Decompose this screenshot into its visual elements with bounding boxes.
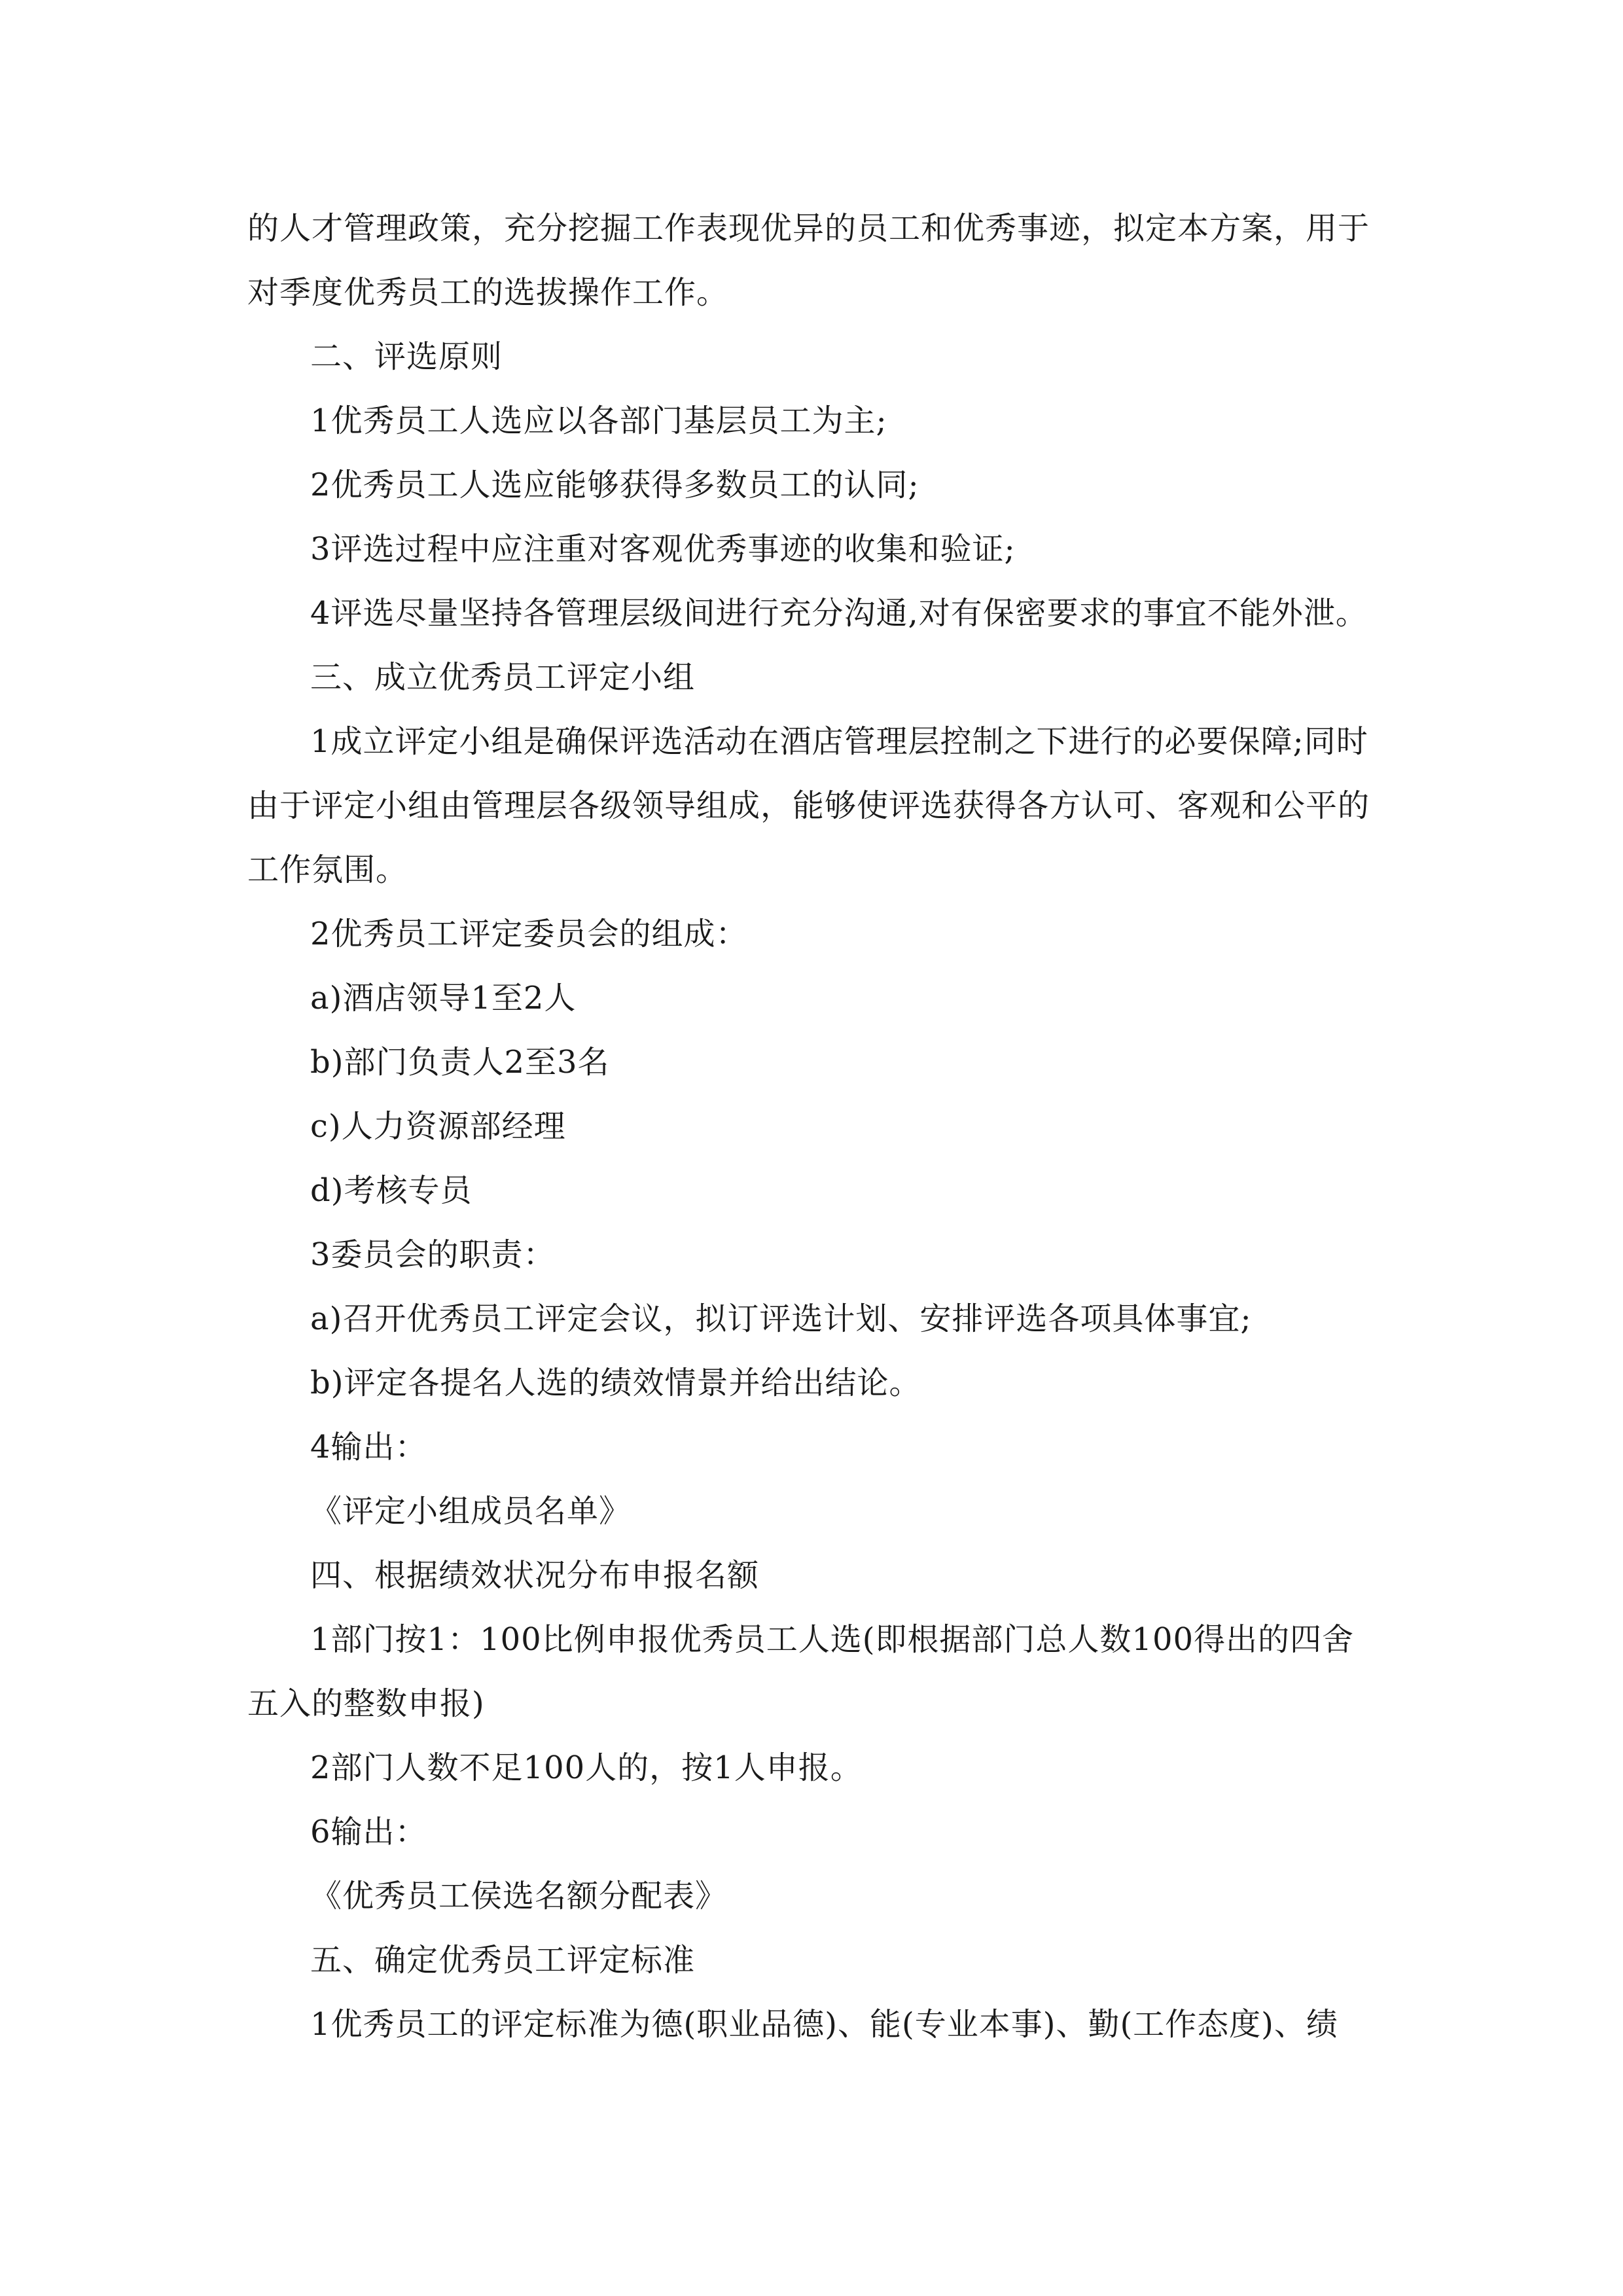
- paragraph-principle-3: 3评选过程中应注重对客观优秀事迹的收集和验证;: [310, 531, 1016, 567]
- paragraph-principle-1: 1优秀员工人选应以各部门基层员工为主;: [310, 403, 887, 439]
- paragraph-principle-2: 2优秀员工人选应能够获得多数员工的认同;: [310, 467, 919, 503]
- paragraph-output-1: 4输出：: [310, 1429, 427, 1465]
- paragraph-output-2: 6输出：: [310, 1814, 427, 1850]
- paragraph-committee-duties: 3委员会的职责：: [310, 1236, 556, 1273]
- list-item-committee-b: b)部门负责人2至3名: [310, 1044, 610, 1081]
- list-item-duty-b: b)评定各提名人选的绩效情景并给出结论。: [310, 1365, 921, 1401]
- output-document-name-2: 《优秀员工侯选名额分配表》: [310, 1878, 728, 1914]
- paragraph-quota-2: 2部门人数不足100人的，按1人申报。: [310, 1749, 863, 1786]
- section-heading-quota: 四、根据绩效状况分布申报名额: [310, 1557, 760, 1594]
- paragraph-quota-1: 1部门按1：100比例申报优秀员工人选(即根据部门总人数100得出的四舍五入的整数申报): [247, 1621, 1355, 1722]
- section-heading-principles: 二、评选原则: [310, 338, 503, 375]
- list-item-duty-a: a)召开优秀员工评定会议，拟订评选计划、安排评选各项具体事宜;: [310, 1300, 1252, 1337]
- paragraph-intro-continuation: 的人才管理政策，充分挖掘工作表现优异的员工和优秀事迹，拟定本方案，用于对季度优秀员工的选拔操作工作。: [247, 210, 1370, 311]
- document-body: [247, 196, 1380, 2056]
- list-item-committee-c: c)人力资源部经理: [310, 1108, 566, 1145]
- paragraph-committee-2: 2优秀员工评定委员会的组成：: [310, 916, 748, 952]
- paragraph-committee-1: 1成立评定小组是确保评选活动在酒店管理层控制之下进行的必要保障;同时由于评定小组由管理层各级领导组成，能够使评选获得各方认可、客观和公平的工作氛围。: [247, 723, 1370, 888]
- output-document-name-1: 《评定小组成员名单》: [310, 1493, 632, 1530]
- section-heading-committee: 三、成立优秀员工评定小组: [310, 659, 696, 696]
- list-item-committee-d: d)考核专员: [310, 1172, 473, 1209]
- section-heading-criteria: 五、确定优秀员工评定标准: [310, 1942, 696, 1979]
- paragraph-criteria-1: 1优秀员工的评定标准为德(职业品德)、能(专业本事)、勤(工作态度)、绩: [310, 2006, 1338, 2043]
- paragraph-principle-4: 4评选尽量坚持各管理层级间进行充分沟通,对有保密要求的事宜不能外泄。: [310, 595, 1368, 632]
- list-item-committee-a: a)酒店领导1至2人: [310, 980, 577, 1016]
